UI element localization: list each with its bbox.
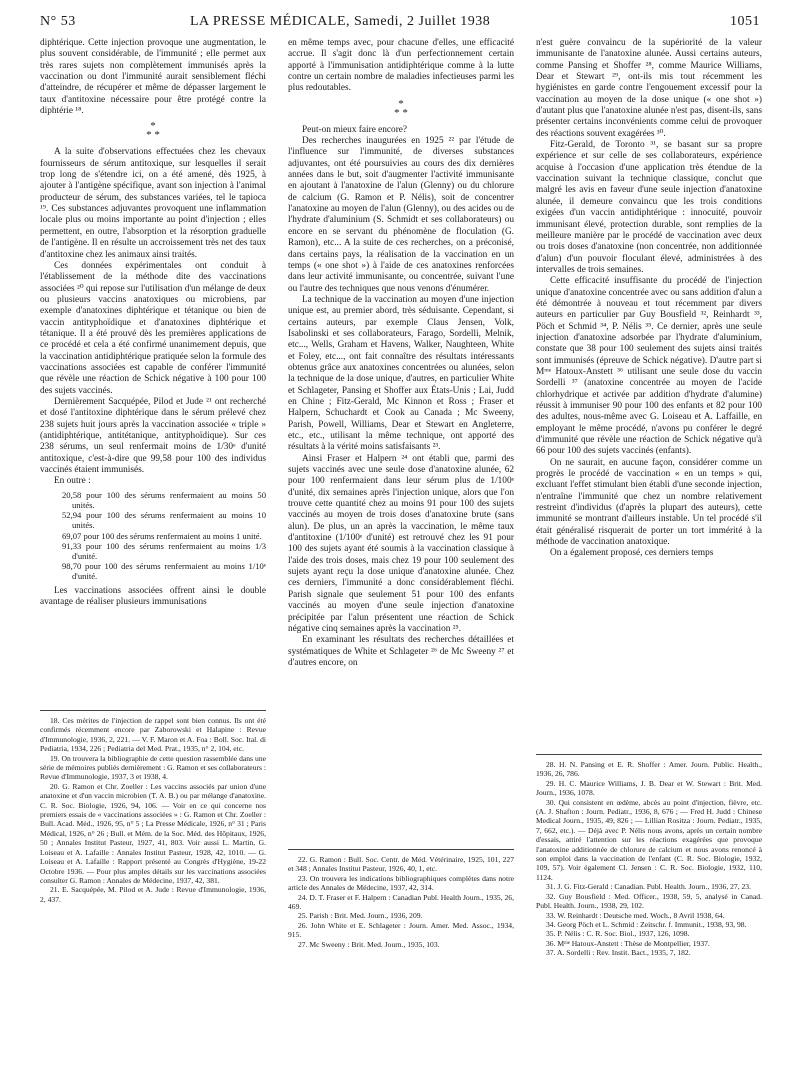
footnote: 28. H. N. Pansing et E. R. Shoffer : Amer. Journ. Public. Health., 1936, 26, 786.: [536, 760, 762, 779]
issue-number: N° 53: [40, 14, 76, 29]
column-3: [536, 38, 762, 560]
column-1: [40, 38, 266, 608]
footnote: 24. D. T. Fraser et F. Halpern : Canadian Publ. Health Journ., 1935, 26, 469.: [288, 892, 514, 912]
paragraph: En outre :: [54, 476, 91, 487]
footnote: 25. Parish : Brit. Med. Journ., 1936, 209.: [298, 911, 423, 921]
list-item: 20,58 pour 100 des sérums renfermaient au moins 50 unités.: [62, 489, 266, 510]
footnote: 33. W. Reinhardt : Deutsche med. Woch., 8 Avril 1938, 64.: [546, 910, 725, 920]
footnote: 27. Mc Sweeny : Brit. Med. Journ., 1935, 103.: [298, 939, 440, 949]
footnotes-column-3: [536, 760, 762, 958]
paragraph: On ne saurait, en aucune façon, considérer comme un progrès le procédé de vaccination « en un temps » qui, excluant l'effet stimulant bien établi d'une seconde injection, n'entraîne l'immunité que chez un nombre relativement restreint d'individus (d'après la plupart des auteurs), cette immunité se montrant d'ailleurs instable. Un tel procédé s'il était généralisé risquerait de porter un tort immérité à la méthode de vaccination anatoxique.: [536, 457, 762, 548]
paragraph: Ces données expérimentales ont conduit à l'établissement de la méthode dite des vaccinations associées ²⁰ qui repose sur l'utilisation d'un mélange de deux ou plusieurs vaccins anatoxiques ou microbiens, par exemple d'anatoxines diphtérique et tétanique ou bien de vaccin antityphoïdique et d'anatoxines diphtérique et tétanique. Il a été prouvé dès les premières applications de ce procédé et cela a été confirmé unanimement depuis, que la vaccination antidiphtérique pratiquée selon la formule des vaccinations associées est capable de conférer l'immunité que révèle une réaction de Schick négative à 100 pour 100 des sujets vaccinés.: [40, 260, 266, 396]
paragraph: n'est guère convaincu de la supériorité de la valeur immunisante de l'anatoxine alunée. Aussi certains auteurs, comme Pansing et Shoffer ²⁸, comme Maurice Williams, Dear et Stewart ²⁹, ont-ils mis tout récemment les hygiénistes en garde contre l'engouement excessif pour la vaccination au moyen de la dose unique (« one shot ») d'autant plus que l'anatoxine alunée n'est pas, disent-ils, sans présenter certains inconvénients comme celui de provoquer des réactions souvent exagérées ³⁰.: [536, 38, 762, 139]
section-heading: Peut-on mieux faire encore?: [302, 124, 408, 135]
paragraph: diphtérique. Cette injection provoque une augmentation, le plus souvent considérable, de l'immunité ; elle permet aux très rares sujets non complètement immunisés après la vaccination ou dont l'immunité aurait sensiblement fléchi d'atteindre, de récupérer et même de dépasser largement le taux d'antitoxine nécessaire pour être protégé contre la diphtérie ¹⁸.: [40, 38, 266, 117]
journal-title: LA PRESSE MÉDICALE, Samedi, 2 Juillet 1938: [190, 14, 491, 29]
footnote: 20. G. Ramon et Chr. Zoeller : Les vaccins associés par union d'une anatoxine et d'un vaccin microbien (T. A. B.) ou par mélange d'anatoxine. C. R. Soc. Biologie, 1926, 94, 106. — Voir en ce qui concerne nos premiers essais de « vaccinations associées » : G. Ramon et Chr. Zoeller : Bull. Acad. Méd., 1926, 95, n° 5 ; La Presse Médicale, 1926, n° 31 ; Paris Médical, 1926, n° 26 ; Bull. et Mém. de la Soc. Méd. des Hôpitaux, 1926, 50 ; Annales Institut Pasteur, 1927, 41, 803. Voir aussi L. Martin, G. Loiseau et A. Lafaille : Annales Institut Pasteur, 1928, 42, 1010. — G. Loiseau et A. Lafaille : Rapport présenté au Congrès d'Hygiène, 19-22 Octobre 1936. — Pour plus amples détails sur les vaccinations associées consulter G. Ramon : Annales de Médecine, 1937, 42, 381.: [40, 781, 266, 885]
footnote: 30. Qui consistent en œdème, abcès au point d'injection, fièvre, etc. (A. J. Shafton : Journ. Pediatr., 1936, 8, 676 ; — Fred H. Judd : Chinese Medical Journ., 1935, 49, 826 ; — Lillian Rositza : Journ. Pediatr., 1935, 7, 662, etc.). — Déjà avec P. Nélis nous avons, après un certain nombre d'essais, attiré l'attention sur les réactions exagérées que provoque l'anatoxine additionnée de chlorure de calcium et nous avons renoncé à son emploi dans la vaccination de l'enfant (C. R. Soc. Biologie, 1932, 109, 57). Voir également Cl. Jensen : C. R. Soc. Biologie, 1932, 110, 1124.: [536, 797, 762, 882]
paragraph: La technique de la vaccination au moyen d'une injection unique est, au premier abord, très séduisante. Cependant, si certains auteurs, par exemple Claus Jensen, Volk, Isabolinski et ses collaborateurs, Farago, Sordelli, Melnik, etc..., Wells, Graham et Havens, Walker, Naughteen, White et Foley, etc..., ont fait connaître des résultats intéressants obtenus grâce aux anatoxines concentrées ou alunées, selon la technique de la dose unique, d'autres, en particulier White et Schlageter, Pansing et Shoffer aux États-Unis ; Lai, Judd en Chine ; Fitz-Gerald, Mc Kinnon et Ross ; Fraser et Halpern, Schuchardt et Cook au Canada ; Mc Sweeny, Parish, Powell, Williams, Dear et Stewart en Angleterre, etc., etc., utilisant la même technique, ont apporté des résultats à la vérité moins satisfaisants ²³.: [288, 294, 514, 453]
footnote: 18. Ces mérites de l'injection de rappel sont bien connus. Ils ont été confirmés récemment encore par Zaborowski et Halapine : Revue d'Immunologie, 1936, 2, 221. — V. F. Maron et A. Foa : Boll. Soc. Ital. di Pediatria, 1934, 226 ; Pediatria del Med. Prat., 1935, n° 2, 104, etc.: [40, 716, 266, 754]
paragraph: Ainsi Fraser et Halpern ²⁴ ont établi que, parmi des sujets vaccinés avec une seule dose d'anatoxine alunée, 62 pour 100 renfermaient dans leur sérum plus de 1/100ᵉ d'unité, dix semaines après l'injection unique, alors que l'on trouve cette quantité chez au moins 91 pour 100 des sujets vaccinés au moyen de trois doses d'anatoxine brute (sans alun). De plus, un an après la vaccination, le même taux d'antitoxine (1/100ᵉ d'unité) est retrouvé chez les 91 pour 100 des sujets ayant été soumis à la vaccination classique à l'aide des trois doses, mais chez 19 pour 100 seulement des sujets ayant reçu la dose unique d'anatoxine alunée. Chez ces derniers, l'immunité a donc considérablement fléchi. Parish signale que seulement 51 pour 100 des enfants vaccinés au moyen d'une seule injection d'anatoxine précipitée par l'alun présentent une réaction de Schick négative cinq semaines après la vaccination ²⁵.: [288, 453, 514, 634]
paragraph: Dernièrement Sacquépée, Pilod et Jude ²¹ ont recherché et dosé l'antitoxine diphtérique dans le sérum prélevé chez 238 sujets huit jours après la vaccination associée « triple » (antidiphtérique, antitétanique, antityphoïdique). Sur ces 238 sérums, un seul renfermait moins de 1/30ᵉ d'unité antitoxique, c'est-à-dire que 99,58 pour 100 des individus vaccinés étaient immunisés.: [40, 396, 266, 476]
footnote: 22. G. Ramon : Bull. Soc. Centr. de Méd. Vétérinaire, 1925, 101, 227 et 348 ; Annales Institut Pasteur, 1926, 40, 1, etc.: [288, 855, 514, 874]
footnote: 29. H. C. Maurice Williams, J. B. Dear et W. Stewart : Brit. Med. Journ., 1936, 1078.: [536, 778, 762, 798]
footnote: 19. On trouvera la bibliographie de cette question rassemblée dans une série de mémoires publiés dernièrement : G. Ramon et ses collaborateurs : Revue d'Immunologie, 1937, 3 et 1938, 4.: [40, 753, 266, 782]
paragraph: A la suite d'observations effectuées chez les chevaux fournisseurs de sérum antitoxique, sur lesquelles il serait trop long de s'étendre ici, on a été amené, dès 1925, à ajouter à l'antigène spécifique, avant son injection à l'animal producteur de sérum, des substances variées, tel le tapioca ¹⁹. Ces substances adjuvantes provoquent une inflammation locale plus ou moins importante au point d'injection ; elles permettent, en outre, l'absorption et la résorption graduelle de l'antigène. Il en résulte un accroissement très net des taux d'antitoxine chez les animaux ainsi traités.: [40, 147, 266, 260]
footnote-rule: [536, 754, 762, 755]
footnote: 31. J. G. Fitz-Gerald : Canadian. Publ. Health. Journ., 1936, 27, 23.: [546, 882, 752, 892]
footnote-rule: [288, 849, 514, 850]
paragraph: Cette efficacité insuffisante du procédé de l'injection unique d'anatoxine concentrée avec ou sans addition d'alun a été démontrée à nouveau et tout récemment par divers auteurs en particulier par Guy Bousfield ³², Reinhardt ³³, Pöch et Schmid ³⁴, P. Nélis ³⁵. Ce dernier, après une seule injection d'anatoxine adsorbée par l'hydrate d'aluminium, constate que 38 pour 100 seulement des sujets ainsi traités sont immunisés (épreuve de Schick négative). D'autre part si Mᵐᵉ Hatoux-Anstett ³⁶ utilisant une seule dose du vaccin Sordelli ³⁷ (anatoxine concentrée au moyen de l'acide chlorhydrique et activée par addition d'hydrate d'alumine) réussit à immuniser 90 pour 100 des enfants et 82 pour 100 des adultes, nous-même avec G. Loiseau et A. Laffaille, en employant le même procédé, n'avons pu conférer le degré d'immunité que révèle une réaction de Schick négative qu'à 66 pour 100 des sujets vaccinés (enfants).: [536, 276, 762, 457]
paragraph: En examinant les résultats des recherches détaillées et systématiques de White et Schlageter ²⁶ de Mc Sweeny ²⁷ et d'autres encore, on: [288, 635, 514, 668]
paragraph: Fitz-Gerald, de Toronto ³¹, se basant sur sa propre expérience et sur celle de ses collaborateurs, expérience acquise à l'occasion d'une application très étendue de la vaccination suivant la technique classique, conclut que malgré les avis en faveur d'une seule injection d'anatoxine alunée, il demeure convaincu que les trois conditions exigées d'un vaccin antidiphtérique : innocuité, pouvoir immunisant élevé, protection durable, sont remplies de la meilleure manière par le procédé de vaccination avec deux ou trois doses d'anatoxine (non concentrée, non additionnée d'alun) d'un pouvoir floculant élevé, administrées à des intervalles de trois semaines.: [536, 140, 762, 275]
footnote: 34. Georg Pöch et L. Schmid : Zeitschr. f. Immunit., 1938, 93, 98.: [546, 919, 747, 929]
paragraph: Des recherches inaugurées en 1925 ²² par l'étude de l'influence sur l'immunité, de diverses substances adjuvantes, ont été poursuivies au cours des dix dernières années dans le but, soit d'augmenter l'activité immunisante en ajoutant à l'anatoxine de l'alun (Glenny) ou du chlorure de calcium (G. Ramon et P. Nélis), soit de concentrer l'anatoxine au moyen de l'alun (Glenny), ou des acides ou de l'hydrate d'aluminium (S. Schmidt et ses collaborateurs) ou encore en se servant du phénomène de floculation (G. Ramon), etc... A la suite de ces recherches, on a préconisé, dans certains pays, la réalisation de la vaccination en un temps (« one shot ») à l'aide de ces anatoxines renforcées dans leur activité immunisante, ou concentrée, suivant l'une ou l'autre des techniques que nous venons d'énumérer.: [288, 136, 514, 294]
list-item: 52,94 pour 100 des sérums renfermaient au moins 10 unités.: [62, 510, 266, 531]
page-header: [40, 14, 760, 32]
section-separator: [40, 122, 266, 140]
footnote: 26. John White et E. Schlageter : Journ. Amer. Med. Assoc., 1934, 915.: [288, 920, 514, 940]
section-separator: [288, 97, 514, 119]
footnotes-column-2: [288, 855, 514, 949]
footnote: 36. Mᵐᵉ Hatoux-Anstett : Thèse de Montpellier, 1937.: [546, 938, 710, 948]
footnotes-column-1: [40, 716, 266, 904]
list-item: 98,70 pour 100 des sérums renfermaient au moins 1/10ᵉ d'unité.: [62, 561, 266, 582]
paragraph: en même temps avec, pour chacune d'elles, une efficacité accrue. Il s'agit donc là d'un perfectionnement certain apporté à l'immunisation antidiphtérique comme à la lutte contre un certain nombre de maladies infectieuses parmi les plus redoutables.: [288, 38, 514, 94]
page-number: 1051: [730, 14, 760, 29]
list-item: 69,07 pour 100 des sérums renfermaient au moins 1 unité.: [62, 530, 262, 541]
footnote: 32. Guy Bousfield : Med. Officer., 1938, 59, 5, analysé in Canad. Publ. Health. Journ., 1938, 29, 102.: [536, 891, 762, 911]
footnote-rule: [40, 710, 266, 711]
separator-stars: * * *: [146, 120, 160, 142]
footnote: 23. On trouvera les indications bibliographiques complètes dans notre article des Annales de Médecine, 1937, 42, 314.: [288, 873, 514, 893]
separator-stars: * * *: [394, 97, 408, 119]
footnote: 37. A. Sordelli : Rev. Instit. Bact., 1935, 7, 182.: [546, 948, 691, 958]
list-item: 91,33 pour 100 des sérums renfermaient au moins 1/3 d'unité.: [62, 540, 266, 561]
column-2: [288, 38, 514, 669]
footnote: 21. E. Sacquépée, M. Pilod et A. Jude : Revue d'Immunologie, 1936, 2, 437.: [40, 885, 266, 904]
paragraph: On a également proposé, ces derniers temps: [550, 548, 714, 559]
paragraph: Les vaccinations associées offrent ainsi le double avantage de réaliser plusieurs immunisations: [40, 585, 266, 607]
results-list: [62, 490, 266, 582]
footnote: 35. P. Nélis : C. R. Soc. Biol., 1937, 126, 1098.: [546, 929, 690, 939]
